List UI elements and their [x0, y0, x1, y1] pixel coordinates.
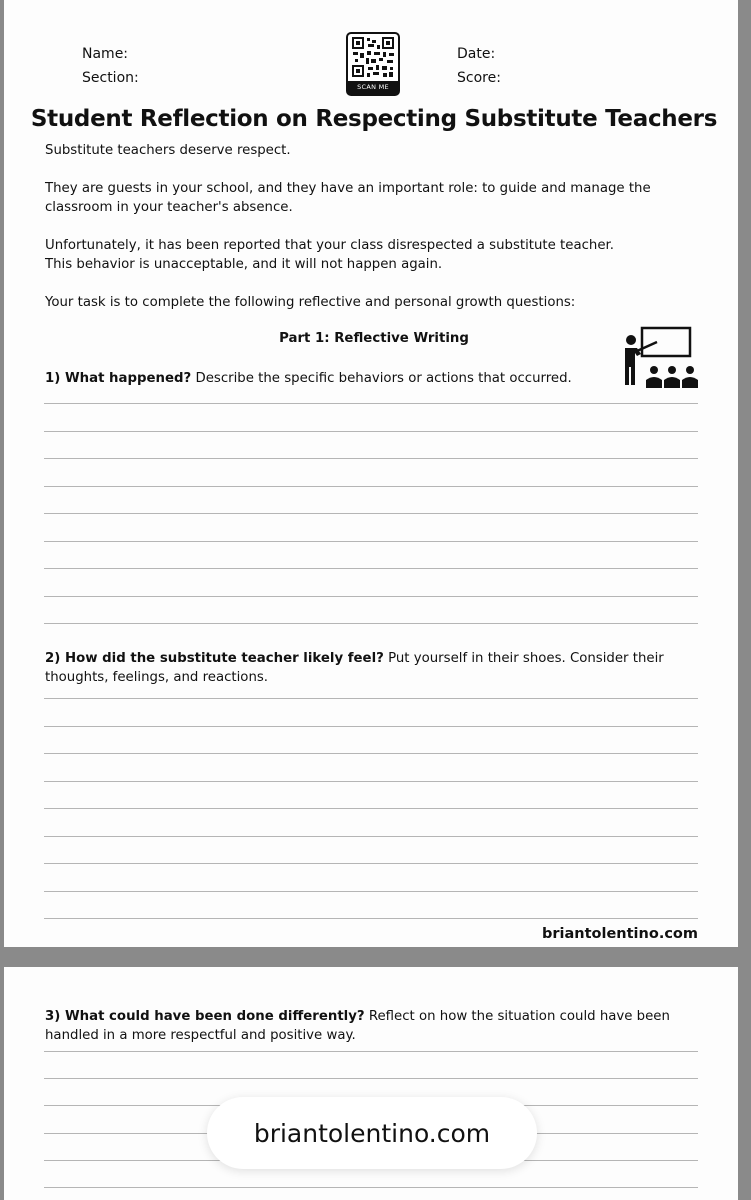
- intro-paragraph-2-line-2: classroom in your teacher's absence.: [45, 200, 293, 215]
- website-overlay-pill[interactable]: briantolentino.com: [207, 1097, 537, 1169]
- intro-paragraph-3-line-2: This behavior is unacceptable, and it will not happen again.: [45, 257, 443, 272]
- question-2: [45, 649, 664, 668]
- question-3-bold: 3) What could have been done differently?: [45, 1009, 365, 1024]
- answer-line[interactable]: [44, 458, 698, 459]
- intro-paragraph-2-line-1: They are guests in your school, and they have an important role: to guide and manage the: [45, 181, 651, 196]
- answer-line[interactable]: [44, 1078, 698, 1079]
- teacher-presentation-icon: [621, 326, 701, 390]
- qr-code-pattern-icon: [350, 35, 396, 79]
- page-title: Student Reflection on Respecting Substitute Teachers: [30, 106, 718, 132]
- intro-paragraph-3-line-1: Unfortunately, it has been reported that your class disrespected a substitute teacher.: [45, 238, 614, 253]
- answer-line[interactable]: [44, 1187, 698, 1188]
- answer-line[interactable]: [44, 726, 698, 727]
- answer-line[interactable]: [44, 623, 698, 624]
- question-3-text: Reflect on how the situation could have been: [364, 1009, 670, 1024]
- answer-line[interactable]: [44, 486, 698, 487]
- question-2-bold: 2) How did the substitute teacher likely feel?: [45, 651, 384, 666]
- question-1-bold: 1) What happened?: [45, 371, 192, 386]
- question-3-line-2: handled in a more respectful and positive way.: [45, 1028, 356, 1043]
- answer-line[interactable]: [44, 753, 698, 754]
- question-1-text: Describe the specific behaviors or actions that occurred.: [191, 371, 572, 386]
- footer-website[interactable]: briantolentino.com: [542, 926, 698, 942]
- intro-paragraph-1: Substitute teachers deserve respect.: [45, 143, 291, 158]
- question-2-line-2: thoughts, feelings, and reactions.: [45, 670, 269, 685]
- date-label: Date:: [457, 46, 496, 62]
- answer-line[interactable]: [44, 596, 698, 597]
- worksheet-page-1: [4, 0, 738, 947]
- section-label: Section:: [82, 70, 139, 86]
- answer-line[interactable]: [44, 808, 698, 809]
- part-1-heading: Part 1: Reflective Writing: [279, 331, 469, 346]
- answer-line[interactable]: [44, 403, 698, 404]
- answer-line[interactable]: [44, 891, 698, 892]
- answer-line[interactable]: [44, 1051, 698, 1052]
- answer-line[interactable]: [44, 513, 698, 514]
- answer-line[interactable]: [44, 836, 698, 837]
- question-3: [45, 1007, 670, 1026]
- qr-caption: SCAN ME: [348, 81, 398, 94]
- score-label: Score:: [457, 70, 501, 86]
- answer-line[interactable]: [44, 431, 698, 432]
- answer-line[interactable]: [44, 781, 698, 782]
- name-label: Name:: [82, 46, 129, 62]
- question-1: [45, 369, 572, 388]
- answer-line[interactable]: [44, 698, 698, 699]
- answer-line[interactable]: [44, 541, 698, 542]
- answer-line[interactable]: [44, 863, 698, 864]
- question-2-text: Put yourself in their shoes. Consider their: [383, 651, 664, 666]
- intro-paragraph-4: Your task is to complete the following reflective and personal growth questions:: [45, 295, 576, 310]
- qr-code[interactable]: [346, 32, 400, 96]
- answer-line[interactable]: [44, 568, 698, 569]
- answer-line[interactable]: [44, 918, 698, 919]
